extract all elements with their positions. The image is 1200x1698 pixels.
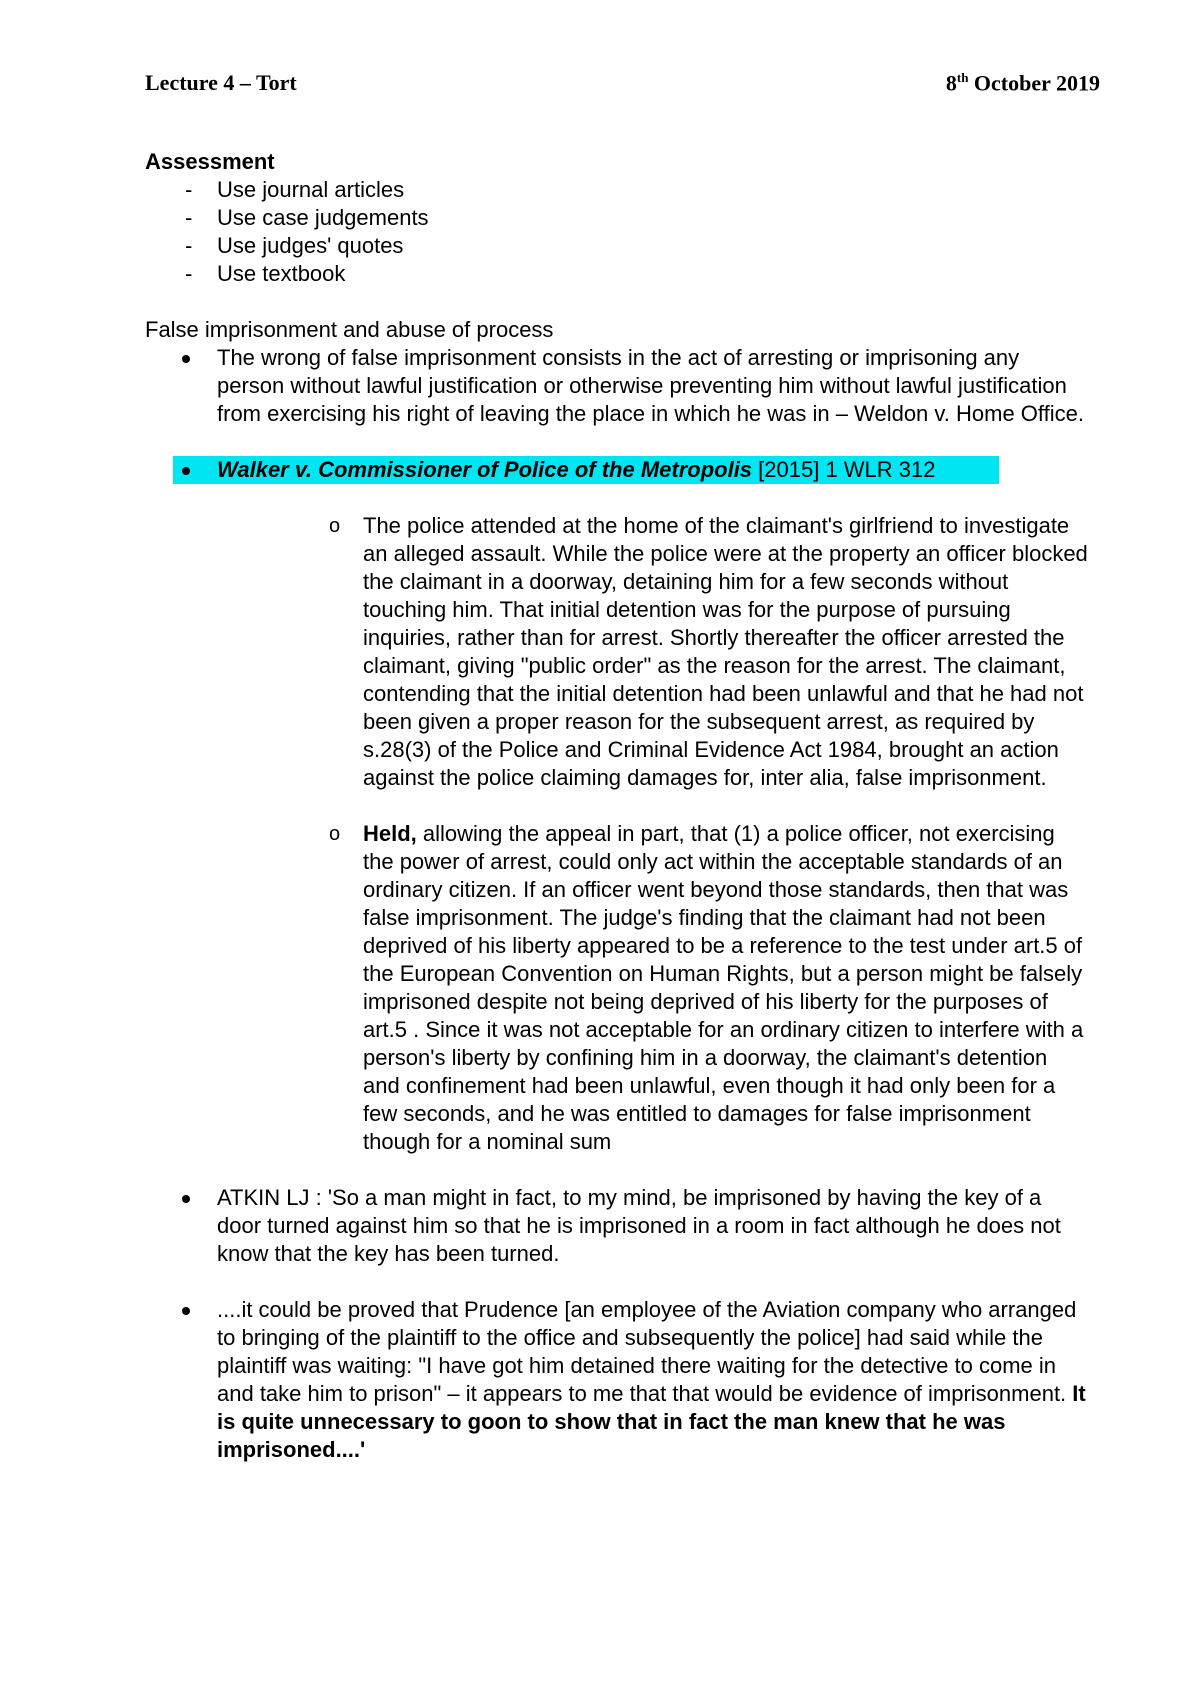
- list-item: - Use case judgements: [145, 204, 1090, 232]
- list-item: - Use judges' quotes: [145, 232, 1090, 260]
- section-heading: False imprisonment and abuse of process: [145, 317, 554, 342]
- main-bullet-list: [145, 344, 1090, 1464]
- case-name: Walker v. Commissioner of Police of the Metropolis: [217, 457, 753, 482]
- case-heading-bullet: [145, 456, 1090, 1156]
- definition-bullet: The wrong of false imprisonment consists in the act of arresting or imprisoning any person without lawful justification or otherwise preventing him without lawful justification from exercising his right of leaving the place in which he was in – Weldon v. Home Office.: [145, 344, 1090, 428]
- case-facts: o The police attended at the home of the claimant's girlfriend to investigate an alleged assault. While the police were at the property an officer blocked the claimant in a doorway, detaining him for a few seconds without touching him. That initial detention was for the purpose of pursuing inquiries, rather than for arrest. Shortly thereafter the officer arrested the claimant, giving "public order" as the reason for the arrest. The claimant, contending that the initial detention had been unlawful and that he had not been given a proper reason for the subsequent arrest, as required by s.28(3) of the Police and Criminal Evidence Act 1984, brought an action against the police claiming damages for, inter alia, false imprisonment.: [329, 513, 1088, 790]
- circle-bullet-icon: o: [329, 823, 341, 845]
- case-citation: [2015] 1 WLR 312: [752, 457, 936, 482]
- prudence-bullet: ....it could be proved that Prudence [an employee of the Aviation company who arranged to bringing of the plaintiff to the office and subsequently the police] had said while the plaintiff was waiting: "I have got him detained there waiting for the detective to come in and take him to prison" – it appears to me that that would be evidence of imprisonment. It is quite unnecessary to goon to show that in fact the man knew that he was imprisoned....': [145, 1296, 1090, 1464]
- circle-bullet-icon: o: [329, 515, 341, 537]
- bullet-icon: [182, 467, 190, 475]
- document-body: [145, 148, 1090, 1464]
- bullet-icon: [182, 355, 190, 363]
- list-item: - Use textbook: [145, 260, 1090, 288]
- assessment-heading: Assessment: [145, 149, 275, 174]
- list-item: - Use journal articles: [145, 176, 1090, 204]
- bullet-icon: [182, 1307, 190, 1315]
- lecture-title: Lecture 4 – Tort: [145, 70, 297, 95]
- page-header: [145, 70, 1100, 110]
- held-label: Held,: [363, 821, 417, 846]
- assessment-list: [145, 176, 1090, 288]
- case-sub-list: [217, 512, 1090, 1156]
- lecture-date: 8th October 2019: [945, 70, 1100, 96]
- atkin-quote-bullet: ATKIN LJ : 'So a man might in fact, to my mind, be imprisoned by having the key of a door turned against him so that he is imprisoned in a room in fact although he does not know that the key has been turned.: [145, 1184, 1090, 1268]
- case-held: o Held, allowing the appeal in part, that (1) a police officer, not exercising the power of arrest, could only act within the acceptable standards of an ordinary citizen. If an officer went beyond those standards, then that was false imprisonment. The judge's finding that the claimant had not been deprived of his liberty appeared to be a reference to the test under art.5 of the European Convention on Human Rights, but a person might be falsely imprisoned despite not being deprived of his liberty for the purposes of art.5 . Since it was not acceptable for an ordinary citizen to interfere with a person's liberty by confining him in a doorway, the claimant's detention and confinement had been unlawful, even though it had only been for a few seconds, and he was entitled to damages for false imprisonment though for a nominal sum: [329, 821, 1084, 1154]
- bullet-icon: [182, 1195, 190, 1203]
- prudence-bold-text: It is quite unnecessary to goon to show that in fact the man knew that he was imprisoned....': [217, 1381, 1086, 1462]
